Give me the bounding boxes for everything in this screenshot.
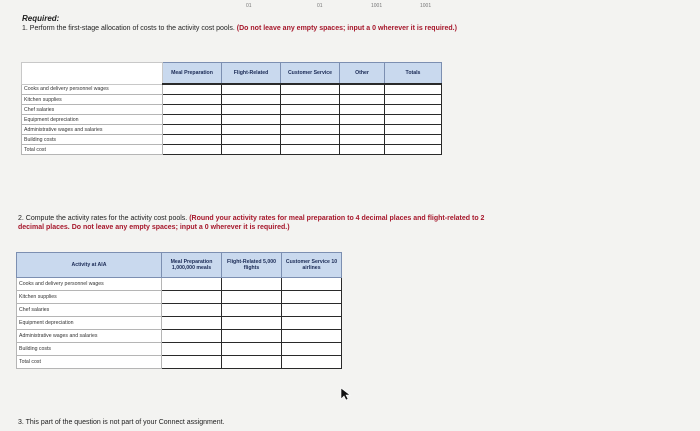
row-label: Cooks and delivery personnel wages xyxy=(17,278,162,291)
other-input[interactable] xyxy=(340,105,385,115)
flight-related-rate-input[interactable] xyxy=(222,343,282,356)
flight-related-input[interactable] xyxy=(222,115,281,125)
table1-header-totals: Totals xyxy=(385,63,442,85)
table2-header-flight-related: Flight-Related 5,000 flights xyxy=(222,253,282,278)
customer-service-rate-input[interactable] xyxy=(282,278,342,291)
totals-input[interactable] xyxy=(385,115,442,125)
table-row xyxy=(22,145,442,155)
required-heading: Required: xyxy=(22,14,60,23)
flight-related-rate-input[interactable] xyxy=(222,317,282,330)
row-label: Kitchen supplies xyxy=(17,291,162,304)
table1-header-other: Other xyxy=(340,63,385,85)
flight-related-input[interactable] xyxy=(222,84,281,95)
flight-related-input[interactable] xyxy=(222,135,281,145)
meal-preparation-rate-input[interactable] xyxy=(162,278,222,291)
row-label: Total cost xyxy=(22,145,163,155)
customer-service-input[interactable] xyxy=(281,125,340,135)
meal-preparation-rate-input[interactable] xyxy=(162,343,222,356)
table-row xyxy=(17,317,342,330)
row-label: Chef salaries xyxy=(17,304,162,317)
customer-service-input[interactable] xyxy=(281,95,340,105)
flight-related-rate-input[interactable] xyxy=(222,278,282,291)
flight-related-input[interactable] xyxy=(222,105,281,115)
totals-input[interactable] xyxy=(385,125,442,135)
activity-rates-table xyxy=(16,252,342,369)
row-label: Kitchen supplies xyxy=(22,95,163,105)
table-row xyxy=(17,356,342,369)
table-row xyxy=(22,125,442,135)
flight-related-input[interactable] xyxy=(222,125,281,135)
meal-preparation-input[interactable] xyxy=(163,135,222,145)
row-label: Cooks and delivery personnel wages xyxy=(22,84,163,95)
meal-preparation-input[interactable] xyxy=(163,125,222,135)
table-row xyxy=(22,105,442,115)
row-label: Building costs xyxy=(17,343,162,356)
customer-service-input[interactable] xyxy=(281,115,340,125)
table-row xyxy=(22,84,442,95)
meal-preparation-input[interactable] xyxy=(163,105,222,115)
customer-service-input[interactable] xyxy=(281,135,340,145)
other-input[interactable] xyxy=(340,125,385,135)
table-row xyxy=(17,278,342,291)
top-tick: 1001 xyxy=(420,3,432,9)
row-label: Equipment depreciation xyxy=(22,115,163,125)
customer-service-rate-input[interactable] xyxy=(282,343,342,356)
top-tick: 1001 xyxy=(371,3,383,9)
top-tick: 01 xyxy=(246,3,252,9)
table1-header-flight-related: Flight-Related xyxy=(222,63,281,85)
meal-preparation-rate-input[interactable] xyxy=(162,317,222,330)
table1-blank-header xyxy=(22,63,163,85)
row-label: Total cost xyxy=(17,356,162,369)
question-2-instructions xyxy=(18,214,490,232)
customer-service-rate-input[interactable] xyxy=(282,304,342,317)
other-input[interactable] xyxy=(340,135,385,145)
customer-service-rate-input[interactable] xyxy=(282,291,342,304)
totals-total-input[interactable] xyxy=(385,145,442,155)
meal-preparation-rate-input[interactable] xyxy=(162,291,222,304)
meal-preparation-input[interactable] xyxy=(163,84,222,95)
meal-preparation-total-input[interactable] xyxy=(163,145,222,155)
table2-header-meal-preparation: Meal Preparation 1,000,000 meals xyxy=(162,253,222,278)
question-2-lead: 2. Compute the activity rates for the activity cost pools. xyxy=(18,215,188,222)
totals-input[interactable] xyxy=(385,95,442,105)
question-1-instructions xyxy=(22,24,492,33)
meal-preparation-input[interactable] xyxy=(163,95,222,105)
question-2-note: (Round your activity rates for meal preparation to 4 decimal places and flight-related to 2 decimal places. Do not leave any empty spaces; input a 0 wherever it is required.) xyxy=(18,215,485,231)
customer-service-total-rate-input[interactable] xyxy=(282,356,342,369)
table-row xyxy=(17,291,342,304)
row-label: Administrative wages and salaries xyxy=(17,330,162,343)
row-label: Building costs xyxy=(22,135,163,145)
meal-preparation-rate-input[interactable] xyxy=(162,304,222,317)
customer-service-rate-input[interactable] xyxy=(282,317,342,330)
customer-service-rate-input[interactable] xyxy=(282,330,342,343)
table-row xyxy=(17,330,342,343)
flight-related-rate-input[interactable] xyxy=(222,291,282,304)
row-label: Equipment depreciation xyxy=(17,317,162,330)
other-total-input[interactable] xyxy=(340,145,385,155)
customer-service-total-input[interactable] xyxy=(281,145,340,155)
flight-related-rate-input[interactable] xyxy=(222,330,282,343)
flight-related-total-input[interactable] xyxy=(222,145,281,155)
meal-preparation-rate-input[interactable] xyxy=(162,330,222,343)
row-label: Administrative wages and salaries xyxy=(22,125,163,135)
totals-input[interactable] xyxy=(385,135,442,145)
first-stage-allocation-table xyxy=(21,62,442,155)
table-row xyxy=(22,115,442,125)
mouse-cursor-icon xyxy=(340,387,352,401)
totals-input[interactable] xyxy=(385,84,442,95)
flight-related-rate-input[interactable] xyxy=(222,304,282,317)
meal-preparation-total-rate-input[interactable] xyxy=(162,356,222,369)
activity-title: Activity at AIA xyxy=(17,253,162,278)
question-1-lead: 1. Perform the first-stage allocation of costs to the activity cost pools. xyxy=(22,25,235,32)
top-tick: 01 xyxy=(317,3,323,9)
table1-header-meal-preparation: Meal Preparation xyxy=(163,63,222,85)
table-row xyxy=(17,304,342,317)
totals-input[interactable] xyxy=(385,105,442,115)
question-1-note: (Do not leave any empty spaces; input a 0 wherever it is required.) xyxy=(236,25,457,32)
other-input[interactable] xyxy=(340,95,385,105)
question-3-note: 3. This part of the question is not part of your Connect assignment. xyxy=(18,419,225,426)
row-label: Chef salaries xyxy=(22,105,163,115)
flight-related-total-rate-input[interactable] xyxy=(222,356,282,369)
other-input[interactable] xyxy=(340,115,385,125)
table-row xyxy=(22,135,442,145)
table1-header-customer-service: Customer Service xyxy=(281,63,340,85)
flight-related-input[interactable] xyxy=(222,95,281,105)
meal-preparation-input[interactable] xyxy=(163,115,222,125)
customer-service-input[interactable] xyxy=(281,84,340,95)
table2-header-customer-service: Customer Service 10 airlines xyxy=(282,253,342,278)
table-row xyxy=(22,95,442,105)
other-input[interactable] xyxy=(340,84,385,95)
table-row xyxy=(17,343,342,356)
customer-service-input[interactable] xyxy=(281,105,340,115)
